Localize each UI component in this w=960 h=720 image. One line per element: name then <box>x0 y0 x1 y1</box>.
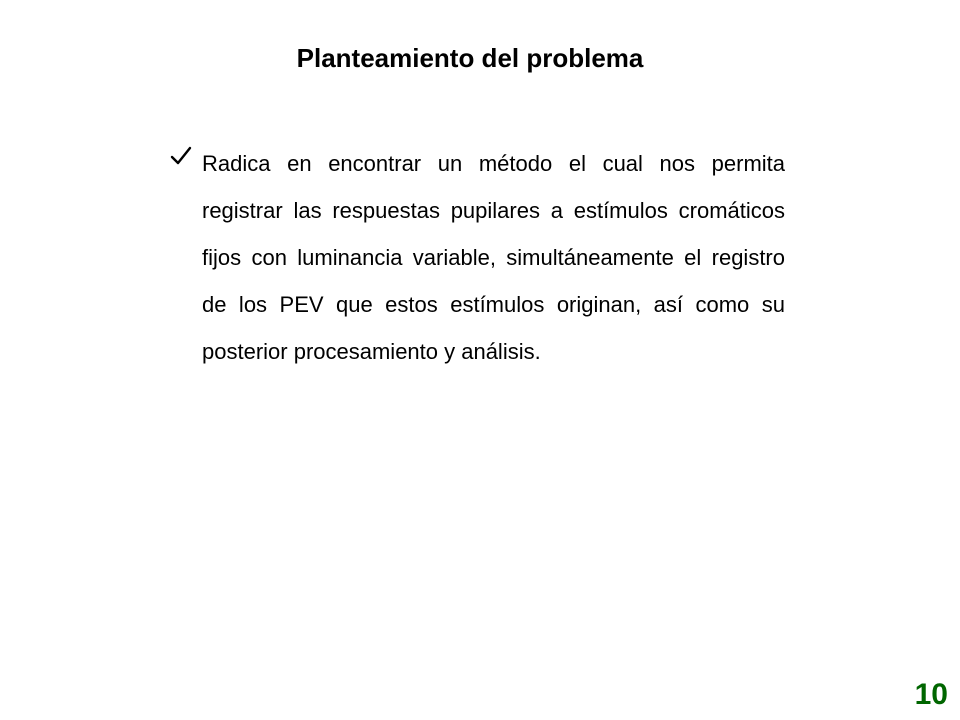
page-number: 10 <box>914 678 948 711</box>
slide-title: Planteamiento del problema <box>296 43 644 73</box>
bullet-text: Radica en encontrar un método el cual nos permita registrar las respuestas pupilares a estímulos cromáticos fijos con luminancia variable, simultáneamente el registro de los PEV que estos estímulos originan, así como su posterior procesamiento y análisis. <box>202 151 785 364</box>
checkmark-icon <box>170 145 192 167</box>
